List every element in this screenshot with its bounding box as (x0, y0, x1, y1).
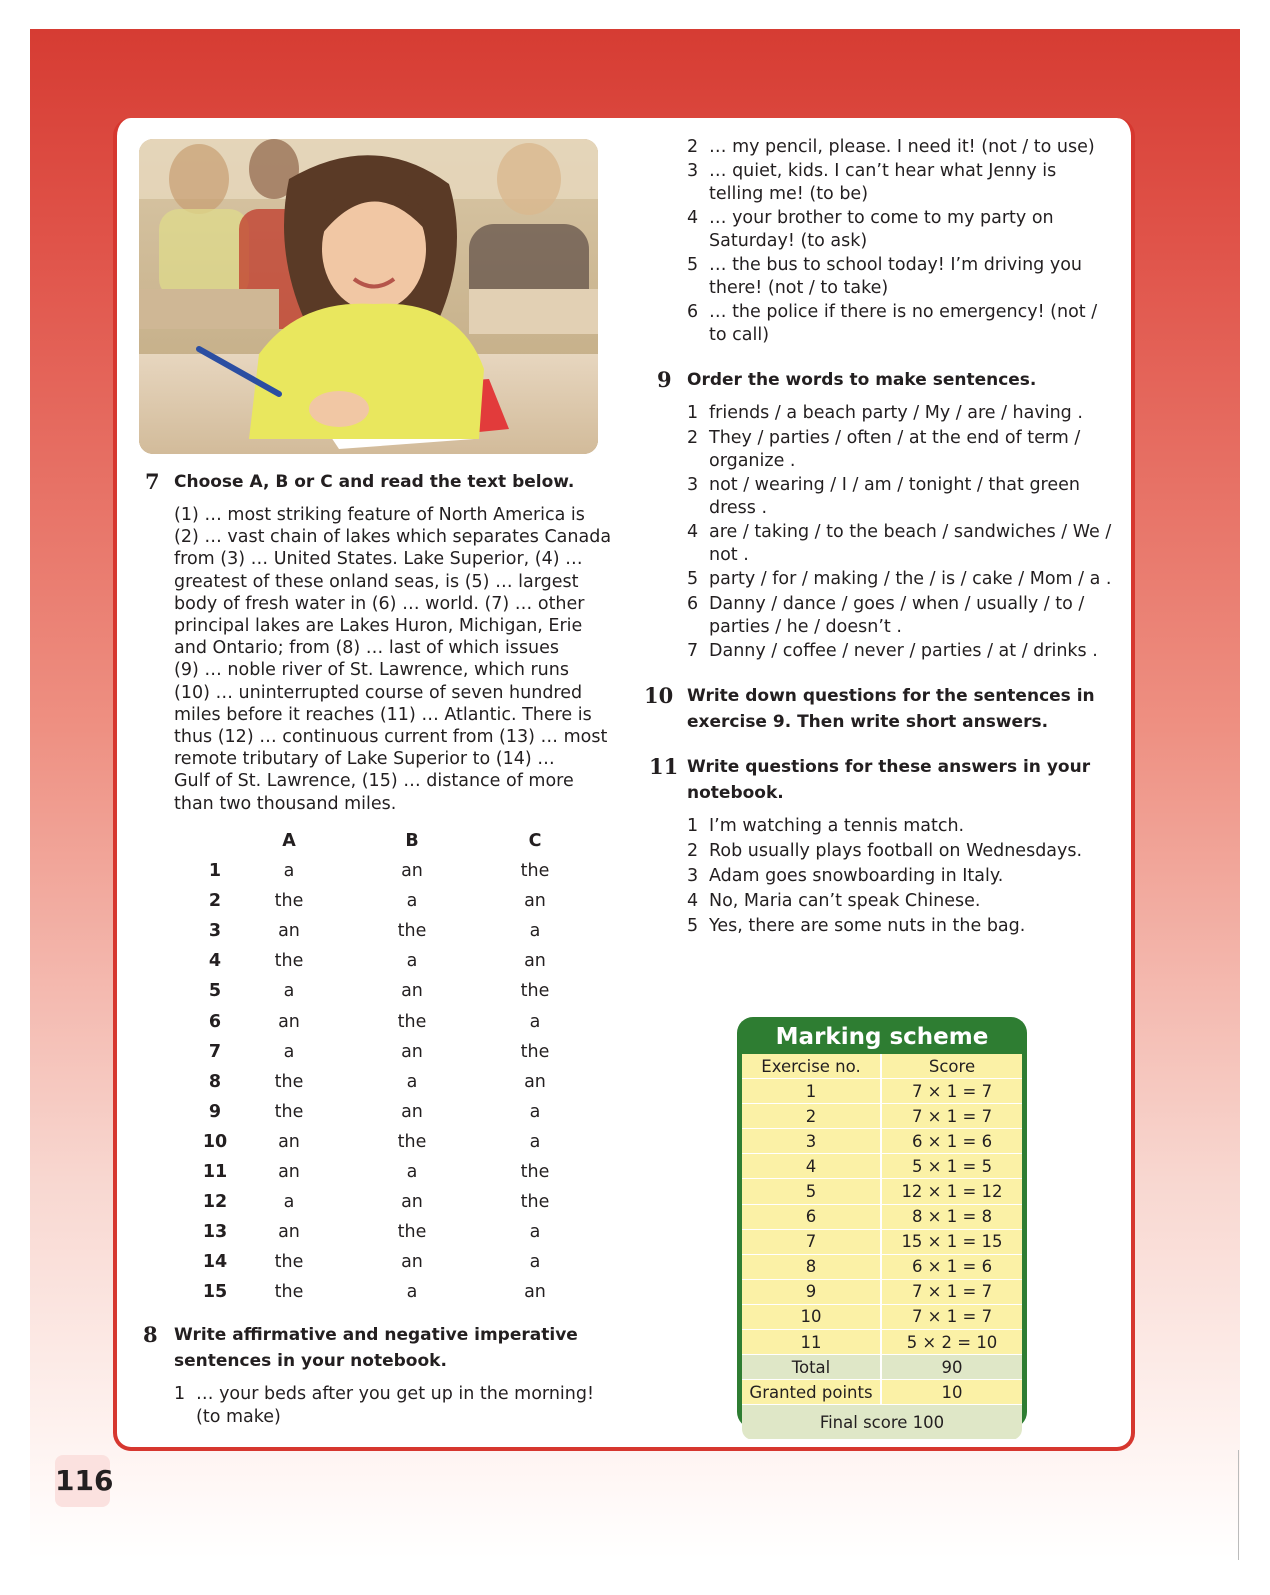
option-c: a (529, 1222, 541, 1243)
question-number: 14 (202, 1252, 228, 1273)
marking-scheme-row (742, 1129, 1022, 1154)
option-a: a (283, 1192, 295, 1213)
exercise-9-item-number: 7 (687, 641, 699, 661)
column-a-header: A (282, 831, 296, 851)
question-number: 12 (202, 1192, 228, 1213)
question-number: 8 (208, 1071, 222, 1092)
option-a: an (278, 1222, 300, 1243)
exercise-9-item-text: are / taking / to the beach / sandwiches / We / (709, 522, 1112, 542)
option-c: a (529, 921, 541, 942)
score-cell: 7 × 1 = 7 (881, 1304, 1022, 1329)
exercise-8-item-text: there! (not / to take) (709, 277, 889, 298)
option-a: a (283, 1041, 295, 1062)
total-value: 90 (881, 1355, 1022, 1380)
exercise-7-text-line: thus (12) … continuous current from (13) … most (174, 727, 608, 747)
answer-grid-row (190, 1217, 610, 1247)
answer-grid-row (190, 976, 610, 1006)
question-number: 2 (208, 891, 222, 912)
option-c: an (524, 1282, 546, 1303)
exercise-11-item-text: Rob usually plays football on Wednesdays. (709, 841, 1083, 861)
exercise-8-item-text: … the bus to school today! I’m driving you (709, 255, 1082, 275)
question-number: 10 (202, 1131, 228, 1152)
option-c: the (520, 1162, 550, 1182)
answer-grid-header (190, 826, 610, 856)
exercise-11-item-number: 3 (687, 866, 699, 886)
exercise-7-text-line: miles before it reaches (11) … Atlantic. There is (174, 704, 592, 725)
exercise-9-item-number: 3 (687, 475, 699, 495)
exercise-number-cell: 4 (742, 1154, 881, 1179)
marking-scheme-row (742, 1104, 1022, 1129)
exercise-9-item-text: parties / he / doesn’t . (709, 616, 902, 637)
exercise-10-number: 10 (644, 683, 674, 708)
option-c: a (529, 1252, 541, 1273)
exercise-7-text-line: greatest of these onland seas, is (5) … largest (174, 571, 579, 592)
exercise-8-item-text: telling me! (to be) (709, 183, 869, 204)
exercise-7-text-line: (9) … noble river of St. Lawrence, which runs (174, 660, 569, 681)
exercise-number-cell: 9 (742, 1279, 881, 1304)
marking-scheme-row (742, 1229, 1022, 1254)
option-a: a (283, 981, 295, 1002)
exercise-9-item-text: organize . (709, 450, 796, 471)
exercise-8-item-text: … your brother to come to my party on (709, 208, 1054, 228)
exercise-8-item-text: (to make) (196, 1406, 281, 1427)
answer-grid-row (190, 946, 610, 976)
option-a: a (283, 861, 295, 881)
exercise-9-item-number: 2 (687, 428, 699, 448)
option-b: the (397, 921, 427, 942)
score-cell: 12 × 1 = 12 (881, 1179, 1022, 1204)
score-cell: 7 × 1 = 7 (881, 1104, 1022, 1129)
score-cell: 6 × 1 = 6 (881, 1129, 1022, 1154)
option-c: an (524, 891, 546, 912)
option-c: the (520, 1041, 550, 1062)
marking-scheme-row (742, 1254, 1022, 1279)
option-b: an (401, 1101, 423, 1122)
exercise-number-cell: 11 (742, 1330, 881, 1355)
exercise-10-heading-line-2: exercise 9. Then write short answers. (687, 712, 1049, 732)
question-number: 1 (208, 861, 222, 881)
granted-points-label: Granted points (742, 1380, 881, 1405)
option-c: an (524, 1071, 546, 1092)
question-number: 6 (208, 1011, 222, 1032)
answer-grid-row (190, 1127, 610, 1157)
exercise-number-cell: 1 (742, 1079, 881, 1104)
exercise-8-item-text: to call) (709, 324, 770, 345)
marking-scheme-title: Marking scheme (775, 1024, 989, 1050)
option-c: a (529, 1011, 541, 1032)
exercise-9-number: 9 (657, 367, 672, 392)
answer-grid-row (190, 886, 610, 916)
exercise-8-item-text: … quiet, kids. I can’t hear what Jenny is (709, 161, 1057, 181)
answer-grid-row (190, 1037, 610, 1067)
exercise-8-item-number: 5 (687, 255, 699, 275)
exercise-8-item-text: Saturday! (to ask) (709, 230, 868, 251)
exercise-7-text-line: from (3) … United States. Lake Superior, (4) … (174, 549, 583, 570)
exercise-7-heading: Choose A, B or C and read the text below. (174, 472, 575, 492)
option-b: a (406, 1071, 418, 1092)
exercise-7-text-line: (1) … most striking feature of North America is (174, 505, 585, 525)
exercise-11-item-number: 2 (687, 841, 699, 861)
exercise-8-item-number: 4 (687, 208, 699, 228)
exercise-number-cell: 7 (742, 1229, 881, 1254)
answer-grid-row (190, 856, 610, 886)
exercise-9-item-text: friends / a beach party / My / are / having . (709, 403, 1083, 423)
question-number: 7 (208, 1041, 222, 1062)
option-b: a (406, 951, 418, 972)
marking-scheme-box (737, 1017, 1027, 1432)
answer-grid-row (190, 1067, 610, 1097)
answer-grid-row (190, 1277, 610, 1307)
col-header-score: Score (881, 1054, 1022, 1079)
exercise-number-cell: 6 (742, 1204, 881, 1229)
exercise-9-item-number: 6 (687, 594, 699, 614)
exercise-8-item-number: 6 (687, 302, 699, 322)
exercise-9-item-text: party / for / making / the / is / cake / Mom / a . (709, 569, 1112, 589)
column-c-header: C (528, 831, 542, 851)
exercise-11-heading-line-2: notebook. (687, 783, 784, 803)
score-cell: 5 × 1 = 5 (881, 1154, 1022, 1179)
option-c: a (529, 1101, 541, 1122)
option-a: the (274, 1071, 304, 1092)
photo-girl-writing (139, 139, 598, 454)
question-number: 4 (208, 951, 222, 972)
exercise-7-text-line: than two thousand miles. (174, 793, 397, 814)
exercise-11-number: 11 (649, 754, 679, 779)
option-b: an (401, 1252, 423, 1273)
exercise-7-text-line: remote tributary of Lake Superior to (14) … (174, 749, 555, 770)
option-a: the (274, 1252, 304, 1273)
exercise-7-text-line: principal lakes are Lakes Huron, Michigan, Erie (174, 616, 583, 636)
option-b: a (406, 1162, 418, 1182)
marking-scheme-row (742, 1179, 1022, 1204)
answer-grid-row (190, 1187, 610, 1217)
answer-grid-row (190, 1247, 610, 1277)
exercise-8-item-text: … my pencil, please. I need it! (not / to use) (709, 137, 1095, 157)
page-edge-rule (1238, 1450, 1239, 1560)
marking-scheme-table (742, 1054, 1022, 1440)
total-label: Total (742, 1355, 881, 1380)
option-a: the (274, 951, 304, 972)
exercise-9-item-number: 1 (687, 403, 699, 423)
exercise-9-item-text: not / wearing / I / am / tonight / that green (709, 475, 1080, 495)
question-number: 5 (208, 981, 222, 1002)
answer-grid-row (190, 1157, 610, 1187)
exercise-number-cell: 10 (742, 1304, 881, 1329)
option-b: an (401, 1041, 423, 1062)
exercise-11-heading-line-1: Write questions for these answers in your (687, 757, 1091, 777)
exercise-8-heading-line-2: sentences in your notebook. (174, 1351, 447, 1371)
exercise-7-text-line: and Ontario; from (8) … last of which issues (174, 638, 560, 659)
exercise-7-text-line: Gulf of St. Lawrence, (15) … distance of more (174, 771, 574, 792)
exercise-11-item-number: 1 (687, 816, 699, 836)
question-number: 13 (202, 1222, 228, 1243)
option-a: the (274, 1101, 304, 1122)
exercise-11-item-text: Yes, there are some nuts in the bag. (709, 916, 1026, 936)
exercise-11-item-number: 5 (687, 916, 699, 936)
exercise-11-item-text: No, Maria can’t speak Chinese. (709, 891, 981, 911)
exercise-11-item-text: I’m watching a tennis match. (709, 816, 965, 836)
marking-scheme-row (742, 1154, 1022, 1179)
exercise-9-item-text: Danny / dance / goes / when / usually / to / (709, 594, 1085, 614)
option-a: the (274, 1282, 304, 1303)
question-number: 15 (202, 1282, 228, 1303)
exercise-9-item-text: not . (709, 544, 749, 565)
question-number: 9 (208, 1101, 222, 1122)
exercise-8-item-number: 2 (687, 137, 699, 157)
exercise-8-number: 8 (143, 1322, 158, 1347)
option-c: the (520, 861, 550, 881)
option-b: an (401, 1192, 423, 1213)
exercise-8-item-number: 3 (687, 161, 699, 181)
exercise-8-heading-line-1: Write affirmative and negative imperative (174, 1325, 578, 1345)
exercise-9-item-text: dress . (709, 497, 768, 518)
exercise-8-item-text: … the police if there is no emergency! (not / (709, 302, 1098, 322)
option-b: a (406, 1282, 418, 1303)
question-number: 3 (208, 921, 222, 942)
exercise-7-text-line: body of fresh water in (6) … world. (7) … other (174, 593, 585, 614)
option-b: the (397, 1011, 427, 1032)
score-cell: 8 × 1 = 8 (881, 1204, 1022, 1229)
option-a: an (278, 1131, 300, 1152)
exercise-7-text-line: (2) … vast chain of lakes which separates Canada (174, 527, 612, 548)
option-b: the (397, 1222, 427, 1243)
score-cell: 6 × 1 = 6 (881, 1254, 1022, 1279)
score-cell: 7 × 1 = 7 (881, 1079, 1022, 1104)
option-c: a (529, 1131, 541, 1152)
answer-grid-row (190, 916, 610, 946)
answer-grid-row (190, 1097, 610, 1127)
exercise-number-cell: 3 (742, 1129, 881, 1154)
option-a: an (278, 1011, 300, 1032)
exercise-9-item-text: They / parties / often / at the end of term / (709, 428, 1081, 448)
exercise-11-item-number: 4 (687, 891, 699, 911)
exercise-8-item-number: 1 (174, 1384, 186, 1404)
page-number: 116 (55, 1455, 110, 1507)
answer-grid-row (190, 1007, 610, 1037)
exercise-9-item-number: 5 (687, 569, 699, 589)
exercise-11-item-text: Adam goes snowboarding in Italy. (709, 866, 1004, 886)
col-header-exercise: Exercise no. (742, 1054, 881, 1079)
option-c: the (520, 1192, 550, 1213)
option-a: an (278, 921, 300, 942)
column-b-header: B (405, 831, 419, 851)
exercise-number-cell: 5 (742, 1179, 881, 1204)
exercise-number-cell: 2 (742, 1104, 881, 1129)
score-cell: 15 × 1 = 15 (881, 1229, 1022, 1254)
score-cell: 7 × 1 = 7 (881, 1279, 1022, 1304)
marking-scheme-row (742, 1204, 1022, 1229)
option-b: an (401, 861, 423, 881)
marking-scheme-row (742, 1330, 1022, 1355)
exercise-7-text-line: (10) … uninterrupted course of seven hundred (174, 682, 583, 703)
option-b: the (397, 1131, 427, 1152)
exercise-7-number: 7 (145, 469, 160, 494)
marking-scheme-row (742, 1304, 1022, 1329)
marking-scheme-row (742, 1079, 1022, 1104)
exercise-9-item-number: 4 (687, 522, 699, 542)
exercise-number-cell: 8 (742, 1254, 881, 1279)
final-score: Final score 100 (742, 1405, 1022, 1440)
question-number: 11 (202, 1162, 228, 1182)
exercise-10-heading-line-1: Write down questions for the sentences in (687, 686, 1095, 706)
option-b: a (406, 891, 418, 912)
option-b: an (401, 981, 423, 1002)
option-a: an (278, 1162, 300, 1182)
option-c: the (520, 981, 550, 1002)
granted-points-value: 10 (881, 1380, 1022, 1405)
exercise-9-heading: Order the words to make sentences. (687, 370, 1037, 390)
score-cell: 5 × 2 = 10 (881, 1330, 1022, 1355)
option-c: an (524, 951, 546, 972)
exercise-8-item-text: … your beds after you get up in the morning! (196, 1384, 594, 1404)
exercise-9-item-text: Danny / coffee / never / parties / at / drinks . (709, 641, 1098, 661)
marking-scheme-row (742, 1279, 1022, 1304)
option-a: the (274, 891, 304, 912)
